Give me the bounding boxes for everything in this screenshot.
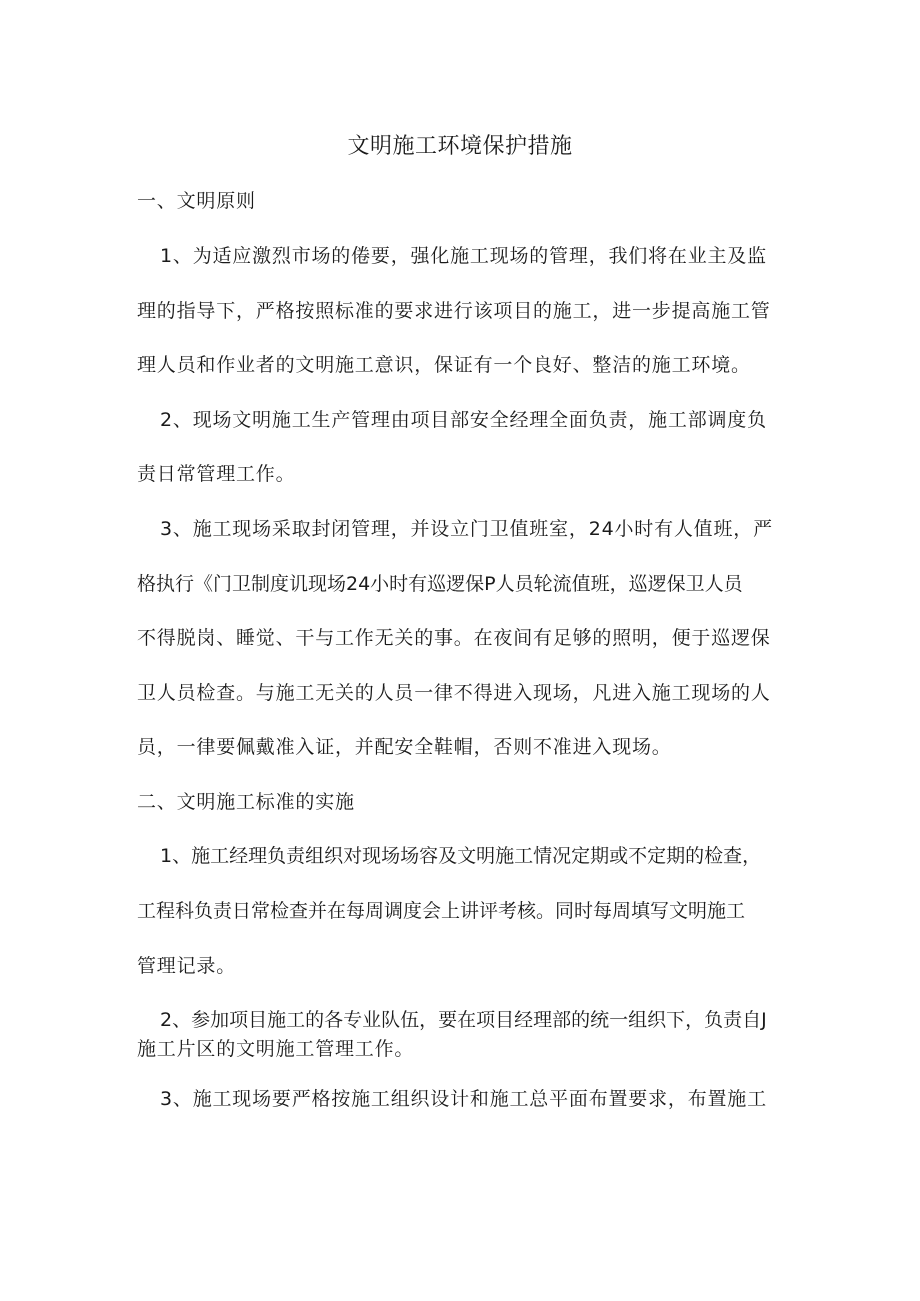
paragraph-line: 理的指导下，严格按照标准的要求进行该项目的施工，进一步提高施工管 <box>137 300 771 322</box>
paragraph-line: 员，一律要佩戴准入证，并配安全鞋帽，否则不准进入现场。 <box>137 736 672 758</box>
paragraph-line: 格执行《门卫制度讥现场24小时有巡逻保P人员轮流值班，巡逻保卫人员 <box>137 573 743 595</box>
paragraph-line: 卫人员检查。与施工无关的人员一律不得进入现场，凡进入施工现场的人 <box>137 682 771 704</box>
section-heading: 一、文明原则 <box>137 190 256 212</box>
paragraph-line: 管理记录。 <box>137 955 237 977</box>
paragraph-line: 1、为适应激烈市场的倦要，强化施工现场的管理，我们将在业主及监 <box>160 245 767 267</box>
section-heading: 二、文明施工标准的实施 <box>137 791 355 813</box>
paragraph-line: 2、现场文明施工生产管理由项目部安全经理全面负责，施工部调度负 <box>160 409 767 431</box>
paragraph-line: 施工片区的文明施工管理工作。 <box>137 1038 415 1060</box>
paragraph-line: 3、施工现场采取封闭管理，并设立门卫值班室，24小时有人值班，严 <box>160 518 773 540</box>
paragraph-line: 2、参加项目施工的各专业队伍，要在项目经理部的统一组织下，负责自J <box>160 1009 767 1031</box>
paragraph-line: 责日常管理工作。 <box>137 463 296 485</box>
paragraph-line: 理人员和作业者的文明施工意识，保证有一个良好、整洁的施工环境。 <box>137 354 751 376</box>
document-title: 文明施工环境保护措施 <box>347 134 573 159</box>
paragraph-line: 1、施工经理负责组织对现场场容及文明施工情况定期或不定期的检查， <box>160 845 762 867</box>
paragraph-line: 不得脱岗、睡觉、干与工作无关的事。在夜间有足够的照明，便于巡逻保 <box>137 627 771 649</box>
paragraph-line: 3、施工现场要严格按施工组织设计和施工总平面布置要求，布置施工 <box>160 1088 767 1110</box>
paragraph-line: 工程科负责日常检查并在每周调度会上讲评考核。同时每周填写文明施工 <box>137 900 746 922</box>
